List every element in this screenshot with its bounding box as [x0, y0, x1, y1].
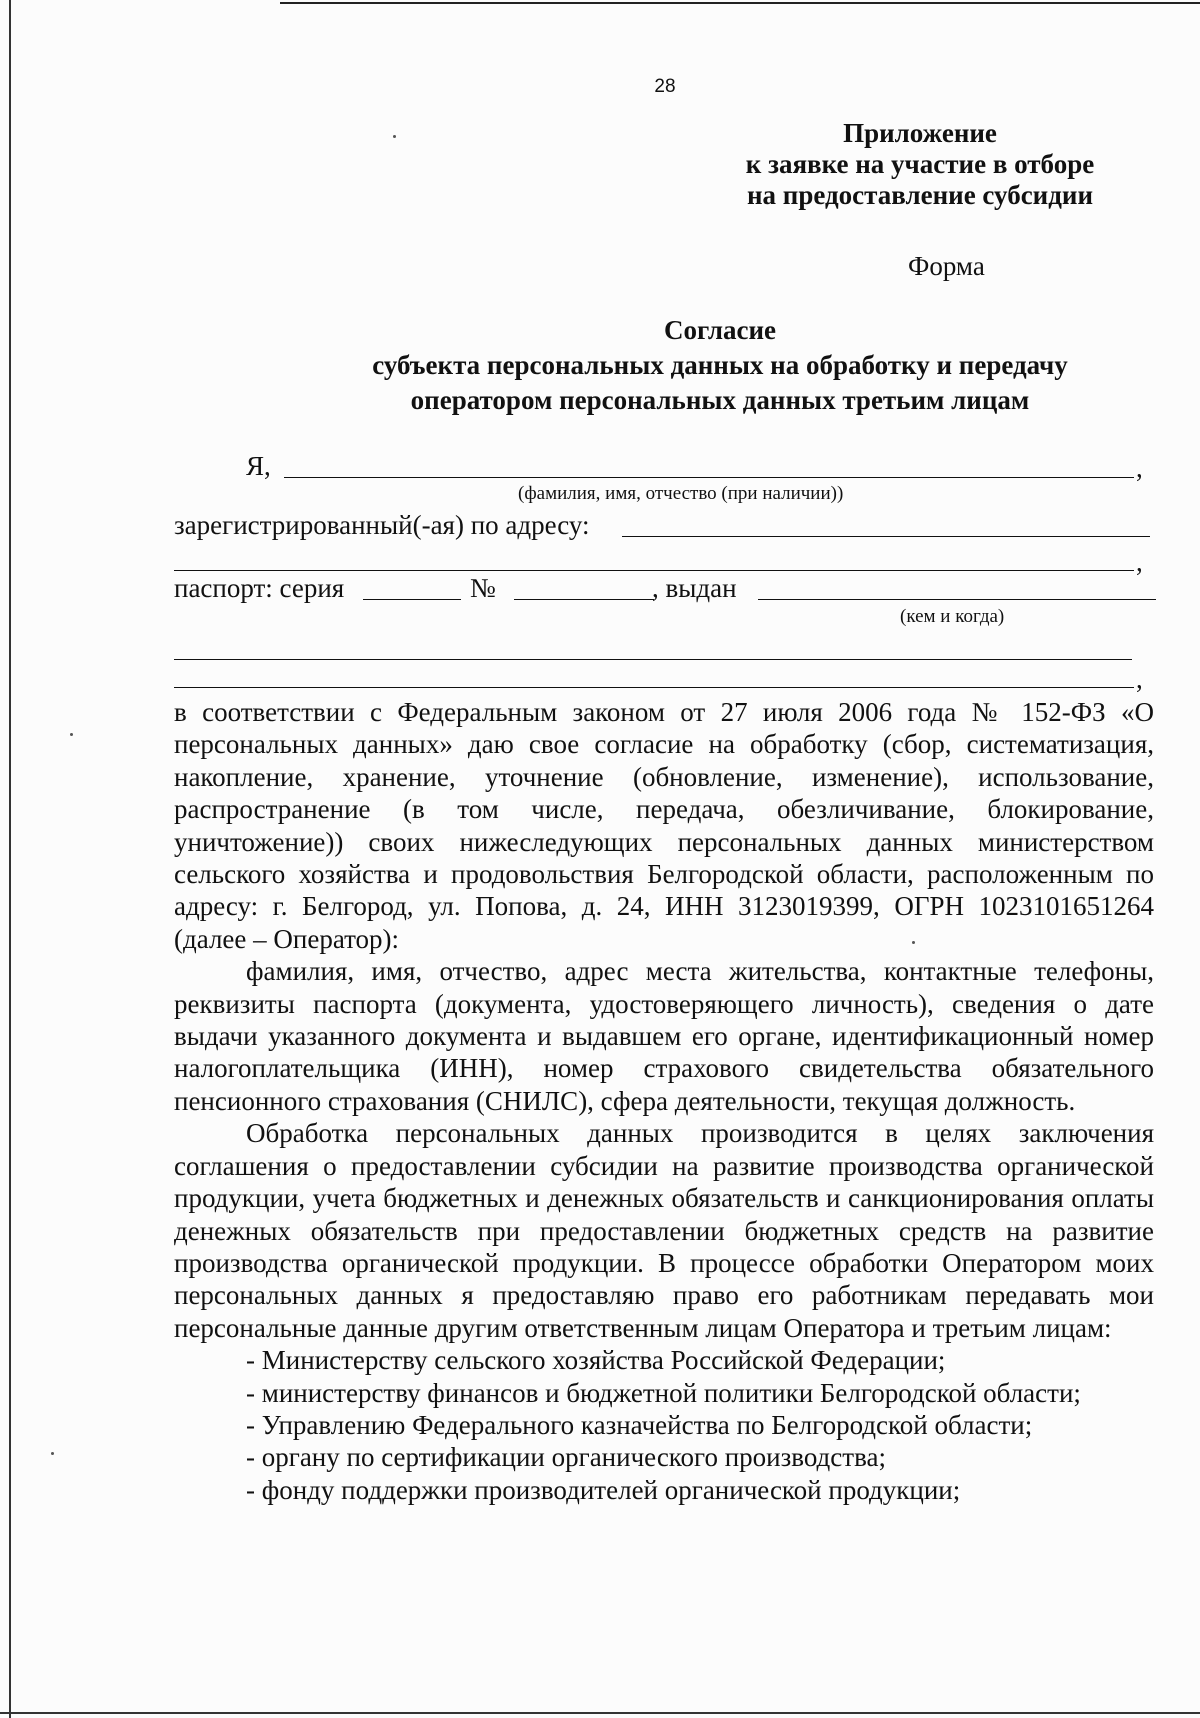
fio-field[interactable] [284, 477, 1134, 478]
recipient-item: - фонду поддержки производителей органической продукции; [246, 1474, 961, 1505]
recipient-item: - Управлению Федерального казначейства по Белгородской области; [246, 1409, 1033, 1440]
issued-field-continued-2[interactable] [174, 687, 1134, 688]
scan-border-top [280, 2, 1200, 4]
appendix-line: на предоставление субсидии [746, 180, 1094, 210]
passport-series-label: паспорт: серия [174, 573, 345, 603]
recipient-item: - Министерству сельского хозяйства Российской Федерации; [246, 1345, 946, 1376]
form-label: Форма [908, 251, 985, 281]
i-label: Я, [246, 451, 271, 481]
passport-number-field[interactable] [514, 599, 654, 600]
appendix-header [700, 118, 1140, 211]
issued-by-field[interactable] [758, 599, 1156, 600]
title-line: субъекта персональных данных на обработку и передачу [372, 350, 1068, 380]
address-label: зарегистрированный(-ая) по адресу: [174, 510, 590, 540]
scan-speck [51, 1452, 54, 1455]
issued-label: , выдан [652, 573, 737, 603]
scan-border-bottom [0, 1712, 1200, 1714]
appendix-line: Приложение [843, 118, 997, 148]
issued-hint: (кем и когда) [900, 606, 1005, 627]
scan-speck [70, 733, 73, 736]
recipient-item: - министерству финансов и бюджетной политики Белгородской области; [246, 1377, 1081, 1408]
address-comma: , [1136, 547, 1143, 577]
address-field[interactable] [622, 536, 1150, 537]
fio-hint: (фамилия, имя, отчество (при наличии)) [518, 483, 844, 504]
consent-body [174, 696, 1154, 1506]
document-title [290, 313, 1150, 418]
consent-paragraph: в соответствии с Федеральным законом от 27 июля 2006 года № 152-ФЗ «О персональных данных» даю свое согласие на обработку (сбор, систематизация, накопление, хранение, уточнение (обновление, изменение), использование, распространение (в том числе, передача, обезличивание, блокирование, уничтожение)) своих нижеследующих персональных данных министерством сельского хозяйства и продовольствия Белгородской области, расположенным по адресу: г. Белгород, ул. Попова, д. 24, ИНН 3123019399, ОГРН 1023101651264 (далее – Оператор): [174, 697, 1154, 954]
issued-field-continued[interactable] [174, 659, 1132, 660]
passport-number-label: № [470, 573, 496, 603]
issued-comma: , [1136, 664, 1143, 694]
scan-speck [393, 135, 396, 138]
address-field-continued[interactable] [174, 570, 1134, 571]
fio-comma: , [1136, 453, 1143, 483]
appendix-line: к заявке на участие в отборе [745, 149, 1095, 179]
passport-series-field[interactable] [363, 599, 461, 600]
page-number: 28 [654, 76, 676, 97]
processing-purpose-paragraph: Обработка персональных данных производится в целях заключения соглашения о предоставлении субсидии на развитие производства органической продукции, учета бюджетных и денежных обязательств и санкционирования оплаты денежных обязательств при предоставлении бюджетных средств на развитие производства органической продукции. В процессе обработки Оператором моих персональных данных я предоставляю право его работникам передавать мои персональные данные другим ответственным лицам Оператора и третьим лицам: [174, 1118, 1154, 1343]
title-line: Согласие [663, 315, 777, 345]
personal-data-list-paragraph: фамилия, имя, отчество, адрес места жительства, контактные телефоны, реквизиты паспорта (документа, удостоверяющего личность), сведения о дате выдачи указанного документа и выдавшем его органе, идентификационный номер налогоплательщика (ИНН), номер страхового свидетельства обязательного пенсионного страхования (СНИЛС), сфера деятельности, текущая должность. [174, 956, 1154, 1116]
title-line: оператором персональных данных третьим лицам [410, 385, 1030, 415]
recipient-item: - органу по сертификации органического производства; [246, 1442, 886, 1473]
scan-border-left [9, 0, 11, 1718]
